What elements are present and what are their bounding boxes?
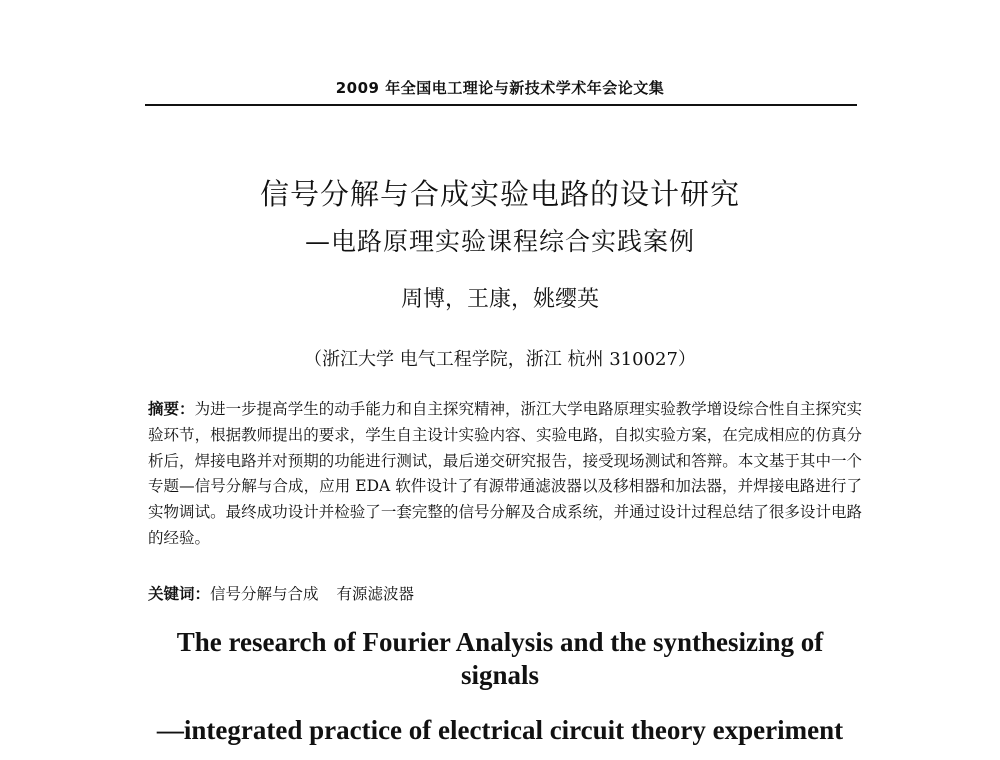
abstract — [148, 396, 862, 552]
paper-title-chinese: 信号分解与合成实验电路的设计研究 — [259, 177, 740, 211]
header-divider — [145, 104, 857, 106]
keyword-item: 信号分解与合成 — [210, 585, 319, 603]
paper-subtitle-chinese: —电路原理实验课程综合实践案例 — [304, 227, 695, 256]
abstract-label: 摘要： — [148, 399, 195, 418]
keyword-item: 有源滤波器 — [336, 585, 415, 603]
keywords — [148, 582, 414, 604]
author-list: 周博，王康，姚缨英 — [400, 287, 599, 312]
paper-subtitle-english: —integrated practice of electrical circuit theory experiment — [156, 715, 844, 745]
abstract-text: 为进一步提高学生的动手能力和自主探究精神，浙江大学电路原理实验教学增设综合性自主探究实验环节，根据教师提出的要求，学生自主设计实验内容、实验电路，自拟实验方案，在完成相应的仿真分析后，焊接电路并对预期的功能进行测试，最后递交研究报告，接受现场测试和答辩。本文基于其中一个专题—信号分解与合成，应用 EDA 软件设计了有源带通滤波器以及移相器和加法器，并焊接电路进行了实物调试。最终成功设计并检验了一套完整的信号分解及合成系统，并通过设计过程总结了很多设计电路的经验。 — [148, 400, 862, 547]
affiliation: （浙江大学 电气工程学院，浙江 杭州 310027） — [304, 349, 696, 370]
paper-title-english: The research of Fourier Analysis and the synthesizing of signals — [176, 627, 824, 690]
proceedings-header: 2009 年全国电工理论与新技术学术年会论文集 — [335, 79, 665, 97]
keywords-label: 关键词： — [148, 584, 211, 603]
